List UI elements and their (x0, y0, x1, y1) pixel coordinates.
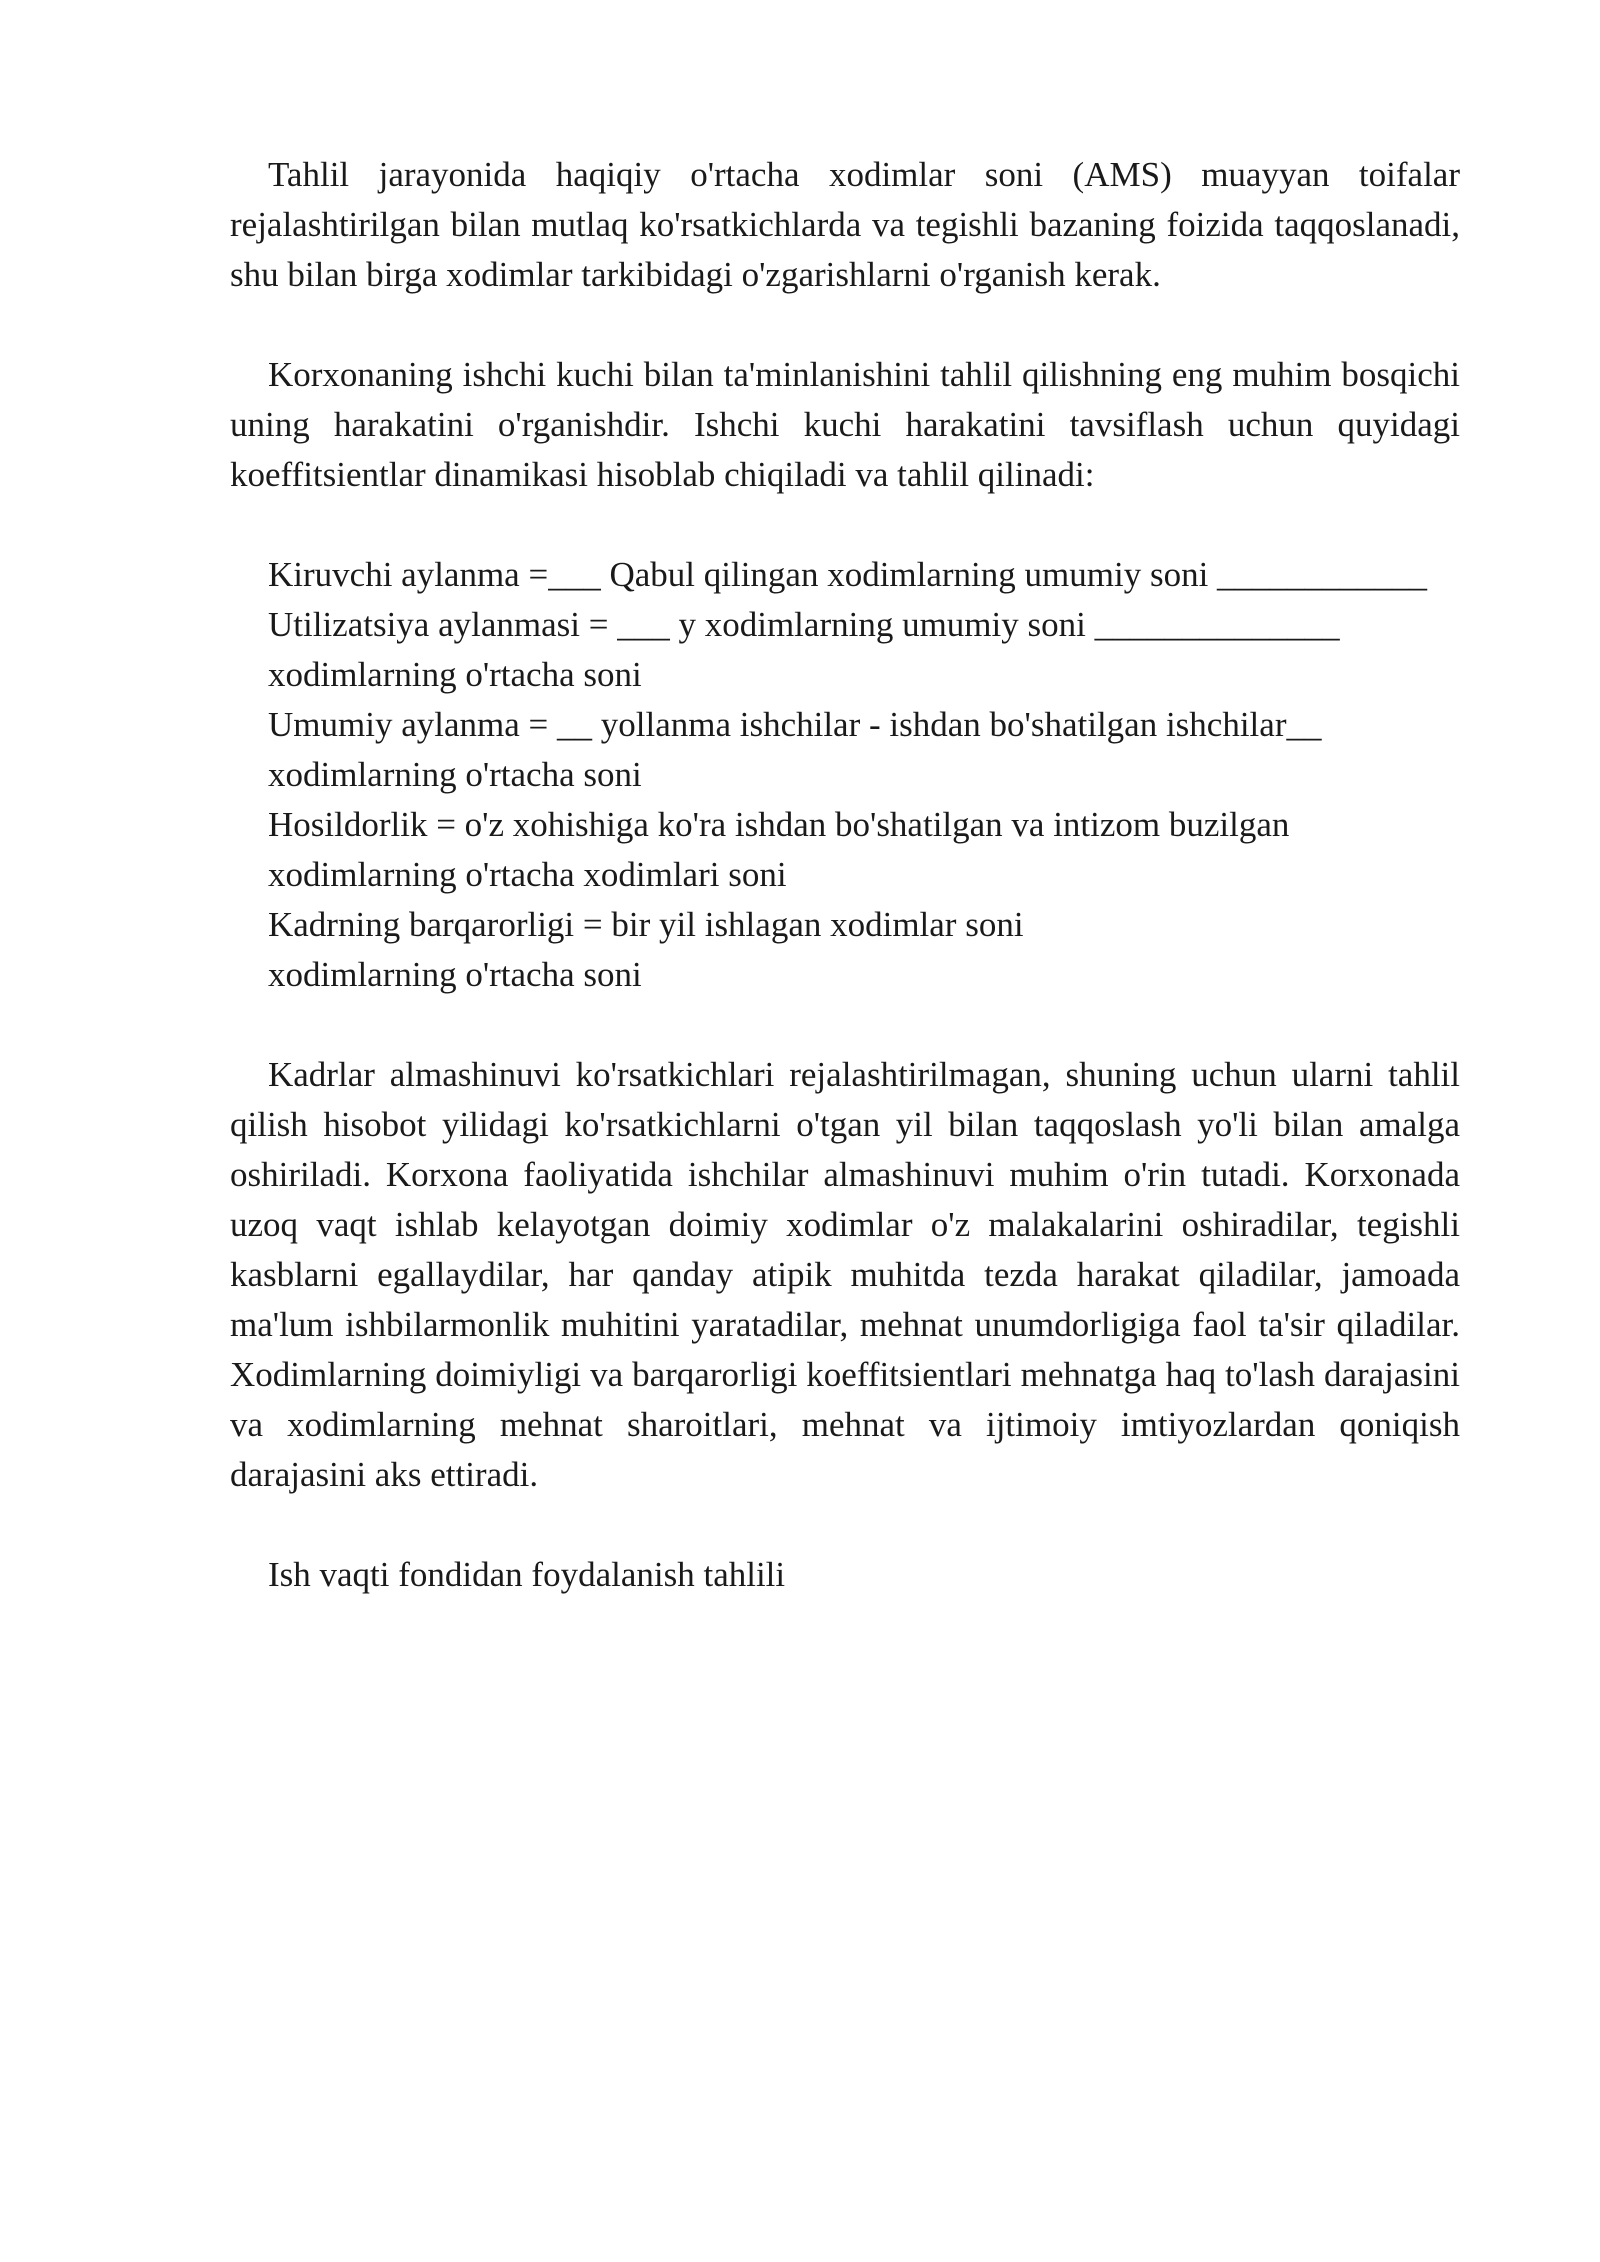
document-page (230, 150, 1460, 1600)
paragraph-workforce-movement: Korxonaning ishchi kuchi bilan ta'minlanishini tahlil qilishning eng muhim bosqichi uning harakatini o'rganishdir. Ishchi kuchi harakatini tavsiflash uchun quyidagi koeffitsientlar dinamikasi hisoblab chiqiladi va tahlil qilinadi: (230, 355, 1460, 494)
formula-stability-denominator: xodimlarning o'rtacha soni (268, 955, 642, 994)
formula-utilization-denominator: xodimlarning o'rtacha soni (268, 655, 642, 694)
formula-total-denominator: xodimlarning o'rtacha soni (268, 755, 642, 794)
section-heading-work-time-fund: Ish vaqti fondidan foydalanish tahlili (268, 1555, 786, 1594)
formula-utilization-turnover: Utilizatsiya aylanmasi = ___ y xodimlarning umumiy soni ______________ (268, 605, 1340, 644)
paragraph-ams-comparison: Tahlil jarayonida haqiqiy o'rtacha xodimlar soni (AMS) muayyan toifalar rejalashtirilgan bilan mutlaq ko'rsatkichlarda va tegishli bazaning foizida taqqoslanadi, shu bilan birga xodimlar tarkibidagi o'zgarishlarni o'rganish kerak. (230, 155, 1460, 294)
formula-productivity-denominator: xodimlarning o'rtacha xodimlari soni (268, 855, 787, 894)
paragraph-staff-turnover-analysis: Kadrlar almashinuvi ko'rsatkichlari rejalashtirilmagan, shuning uchun ularni tahlil qilish hisobot yilidagi ko'rsatkichlarni o'tgan yil bilan taqqoslash yo'li bilan amalga oshiriladi. Korxona faoliyatida ishchilar almashinuvi muhim o'rin tutadi. Korxonada uzoq vaqt ishlab kelayotgan doimiy xodimlar o'z malakalarini oshiradilar, tegishli kasblarni egallaydilar, har qanday atipik muhitda tezda harakat qiladilar, jamoada ma'lum ishbilarmonlik muhitini yaratadilar, mehnat unumdorligiga faol ta'sir qiladilar. Xodimlarning doimiyligi va barqarorligi koeffitsientlari mehnatga haq to'lash darajasini va xodimlarning mehnat sharoitlari, mehnat va ijtimoiy imtiyozlardan qoniqish darajasini aks ettiradi. (230, 1055, 1460, 1494)
formula-total-turnover: Umumiy aylanma = __ yollanma ishchilar - ishdan bo'shatilgan ishchilar__ (268, 705, 1322, 744)
formula-incoming-turnover: Kiruvchi aylanma =___ Qabul qilingan xodimlarning umumiy soni ____________ (268, 555, 1428, 594)
formula-productivity: Hosildorlik = o'z xohishiga ko'ra ishdan bo'shatilgan va intizom buzilgan (268, 805, 1290, 844)
formula-staff-stability: Kadrning barqarorligi = bir yil ishlagan xodimlar soni (268, 905, 1024, 944)
